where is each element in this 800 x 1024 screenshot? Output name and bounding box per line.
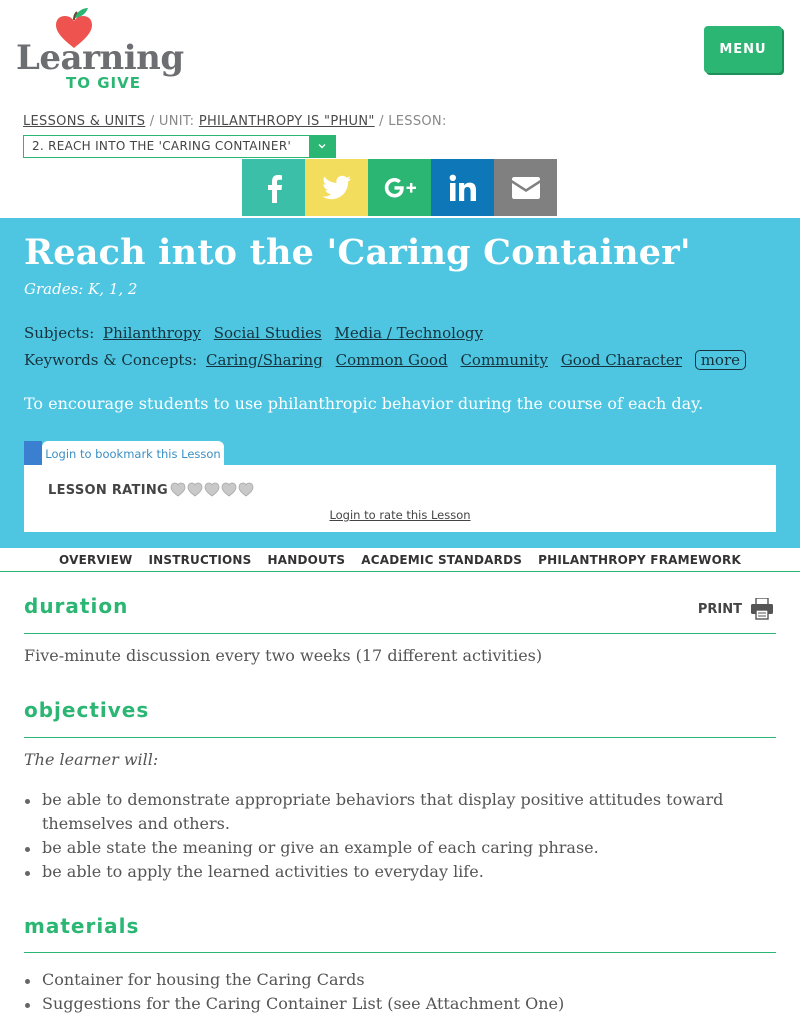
breadcrumb: [23, 114, 447, 129]
subject-link[interactable]: Media / Technology: [334, 324, 484, 342]
chevron-down-icon: [309, 136, 335, 157]
keywords-row: [24, 350, 746, 370]
lesson-title: Reach into the 'Caring Container': [24, 232, 691, 273]
heart-rating-icon: [221, 481, 237, 497]
learning-to-give-logo[interactable]: [14, 6, 184, 92]
logo-subtitle: TO GIVE: [66, 74, 141, 92]
linkedin-icon: [449, 174, 477, 202]
facebook-icon: [264, 173, 284, 203]
linkedin-share-button[interactable]: [431, 159, 494, 216]
keyword-link[interactable]: Caring/Sharing: [206, 351, 323, 369]
print-button[interactable]: [698, 598, 774, 620]
list-item: be able state the meaning or give an example of each caring phrase.: [24, 836, 724, 860]
email-share-button[interactable]: [494, 159, 557, 216]
tab-handouts[interactable]: HANDOUTS: [267, 553, 346, 567]
printer-icon: [750, 598, 774, 620]
list-item: be able to demonstrate appropriate behaviors that display positive attitudes toward themselves and others.: [24, 788, 724, 836]
print-label: PRINT: [697, 601, 742, 617]
duration-title: duration: [24, 594, 129, 618]
breadcrumb-lesson-prefix: / LESSON:: [379, 114, 447, 129]
lesson-hero: [0, 218, 800, 548]
materials-header: [24, 914, 776, 953]
lesson-rating-label: LESSON RATING: [48, 483, 168, 498]
heart-rating-icon: [170, 481, 186, 497]
materials-title: materials: [24, 914, 140, 938]
heart-rating-icon: [187, 481, 203, 497]
keyword-link[interactable]: Common Good: [335, 351, 448, 369]
keywords-label: Keywords & Concepts:: [24, 351, 198, 369]
email-icon: [512, 177, 540, 199]
google-plus-share-button[interactable]: [368, 159, 431, 216]
lesson-description: To encourage students to use philanthropic behavior during the course of each day.: [24, 394, 704, 413]
keyword-link[interactable]: Good Character: [560, 351, 682, 369]
tab-academic-standards[interactable]: ACADEMIC STANDARDS: [361, 553, 523, 567]
breadcrumb-lessons-units-link[interactable]: LESSONS & UNITS: [23, 114, 146, 129]
twitter-share-button[interactable]: [305, 159, 368, 216]
breadcrumb-unit-prefix: / UNIT:: [149, 114, 195, 129]
google-plus-icon: [384, 177, 416, 199]
lesson-tabs: [0, 549, 800, 572]
keyword-link[interactable]: Community: [460, 351, 549, 369]
list-item: Suggestions for the Caring Container List (see Attachment One): [24, 992, 724, 1016]
rating-hearts: [170, 481, 254, 497]
objectives-title: objectives: [24, 698, 150, 722]
list-item: Container for housing the Caring Cards: [24, 968, 724, 992]
logo-wordmark: Learning: [16, 38, 184, 78]
tab-instructions[interactable]: INSTRUCTIONS: [148, 553, 252, 567]
objectives-header: [24, 698, 776, 738]
heart-rating-icon: [238, 481, 254, 497]
share-bar: [242, 159, 557, 216]
lesson-rating-panel: [24, 465, 776, 532]
tab-overview[interactable]: OVERVIEW: [59, 553, 133, 567]
facebook-share-button[interactable]: [242, 159, 305, 216]
more-keywords-button[interactable]: more: [695, 350, 746, 370]
bookmark-login-link[interactable]: Login to bookmark this Lesson: [42, 441, 224, 467]
duration-header: [24, 594, 776, 634]
list-item: be able to apply the learned activities to everyday life.: [24, 860, 724, 884]
tab-philanthropy-framework[interactable]: PHILANTHROPY FRAMEWORK: [538, 553, 741, 567]
menu-button[interactable]: MENU: [704, 26, 782, 73]
subjects-row: [24, 324, 487, 342]
breadcrumb-unit-link[interactable]: PHILANTHROPY IS "PHUN": [198, 114, 375, 129]
lesson-grades: Grades: K, 1, 2: [24, 280, 138, 298]
subjects-label: Subjects:: [24, 324, 95, 342]
materials-list: [24, 968, 724, 1016]
lesson-select-dropdown[interactable]: [23, 135, 336, 158]
subject-link[interactable]: Philanthropy: [103, 324, 201, 342]
subject-link[interactable]: Social Studies: [213, 324, 322, 342]
objectives-intro: The learner will:: [24, 750, 159, 769]
heart-rating-icon: [204, 481, 220, 497]
objectives-list: [24, 788, 724, 884]
twitter-icon: [322, 175, 352, 201]
duration-text: Five-minute discussion every two weeks (17 different activities): [24, 646, 543, 665]
rate-login-link[interactable]: Login to rate this Lesson: [329, 508, 471, 522]
lesson-select-value: 2. REACH INTO THE 'CARING CONTAINER': [32, 139, 292, 153]
